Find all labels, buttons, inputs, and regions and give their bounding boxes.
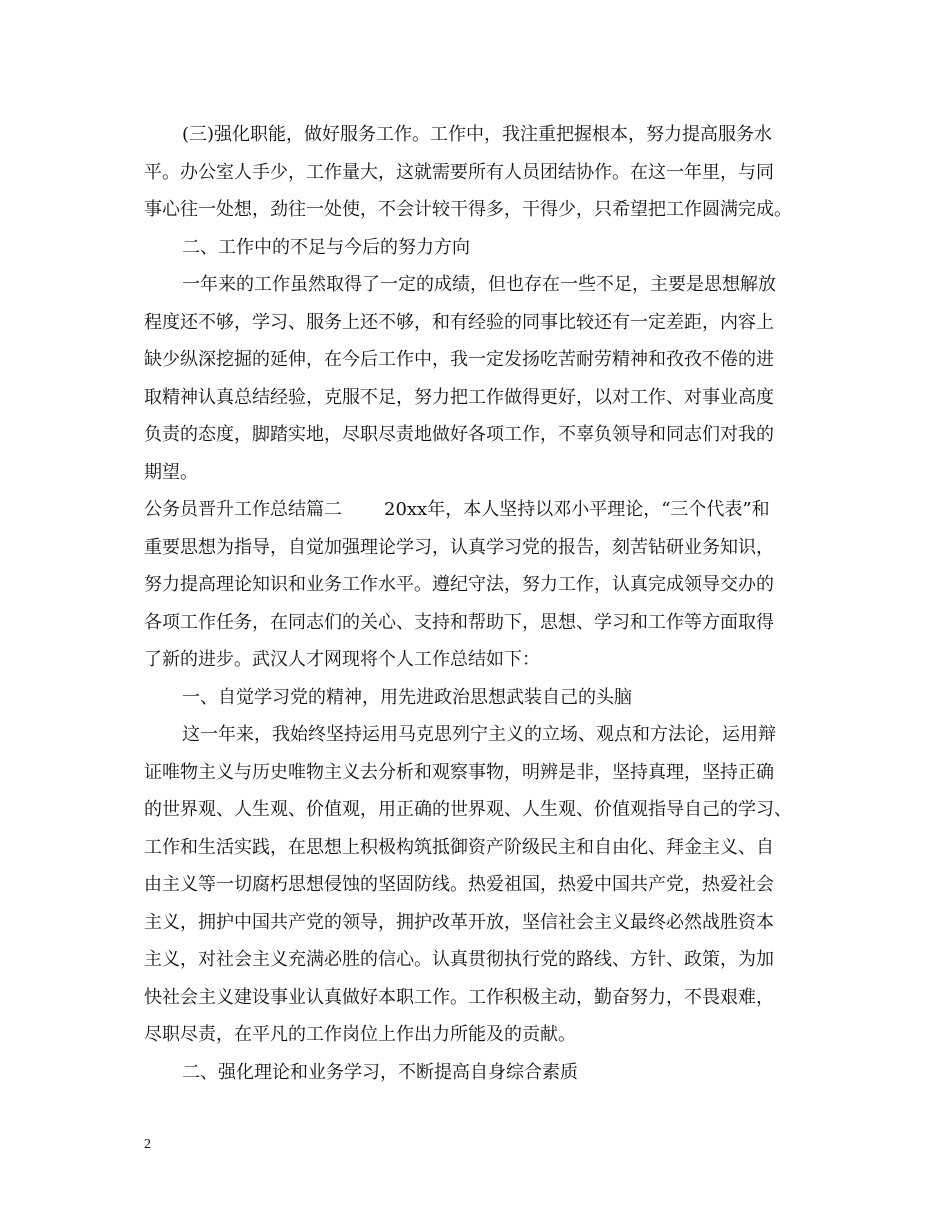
article-title: 公务员晋升工作总结篇二 — [144, 499, 342, 520]
text-line: 主义，对社会主义充满必胜的信心。认真贯彻执行党的路线、方针、政策，为加 — [144, 949, 774, 970]
section-heading: 一、自觉学习党的精神，用先进政治思想武装自己的头脑 — [182, 686, 632, 708]
text-line: 取精神认真总结经验，克服不足，努力把工作做得更好，以对工作、对事业高度 — [144, 386, 774, 408]
text-line: 负责的态度，脚踏实地，尽职尽责地做好各项工作，不辜负领导和同志们对我的 — [144, 424, 774, 445]
text-line-with-title — [144, 491, 814, 529]
text-line: 的世界观、人生观、价值观，用正确的世界观、人生观、价值观指导自己的学习、 — [144, 799, 792, 820]
text-line: 证唯物主义与历史唯物主义去分析和观察事物，明辨是非，坚持真理，坚持正确 — [144, 761, 774, 783]
text-line: 重要思想为指导，自觉加强理论学习，认真学习党的报告，刻苦钻研业务知识， — [144, 536, 774, 558]
article-intro: 20xx年，本人坚持以邓小平理论，“三个代表”和 — [384, 499, 770, 520]
text-line: 工作和生活实践，在思想上积极构筑抵御资产阶级民主和自由化、拜金主义、自 — [144, 836, 774, 858]
text-line: 各项工作任务，在同志们的关心、支持和帮助下，思想、学习和工作等方面取得 — [144, 611, 774, 633]
page-number: 2 — [144, 1137, 151, 1152]
text-line: 事心往一处想，劲往一处使，不会计较干得多，干得少，只希望把工作圆满完成。 — [144, 199, 792, 220]
document-body — [144, 116, 814, 1091]
text-line: 了新的进步。武汉人才网现将个人工作总结如下： — [144, 649, 540, 670]
text-line: 缺少纵深挖掘的延伸，在今后工作中，我一定发扬吃苦耐劳精神和孜孜不倦的进 — [144, 349, 774, 370]
text-line: 平。办公室人手少，工作量大，这就需要所有人员团结协作。在这一年里，与同 — [144, 161, 774, 183]
text-line: 期望。 — [144, 461, 198, 483]
text-line: 尽职尽责，在平凡的工作岗位上作出力所能及的贡献。 — [144, 1024, 576, 1045]
section-heading: 二、强化理论和业务学习，不断提高自身综合素质 — [182, 1061, 578, 1083]
text-line: 这一年来，我始终坚持运用马克思列宁主义的立场、观点和方法论，运用辩 — [182, 724, 776, 745]
text-line: 快社会主义建设事业认真做好本职工作。工作积极主动，勤奋努力，不畏艰难， — [144, 986, 774, 1008]
text-line: 程度还不够，学习、服务上还不够，和有经验的同事比较还有一定差距，内容上 — [144, 311, 774, 333]
text-line: (三)强化职能，做好服务工作。工作中，我注重把握根本，努力提高服务水 — [182, 124, 773, 145]
text-line: 努力提高理论知识和业务工作水平。遵纪守法，努力工作，认真完成领导交办的 — [144, 574, 774, 595]
text-line: 一年来的工作虽然取得了一定的成绩，但也存在一些不足，主要是思想解放 — [182, 274, 776, 295]
text-line: 主义，拥护中国共产党的领导，拥护改革开放，坚信社会主义最终必然战胜资本 — [144, 911, 774, 933]
section-heading: 二、工作中的不足与今后的努力方向 — [182, 236, 470, 258]
text-line: 由主义等一切腐朽思想侵蚀的坚固防线。热爱祖国，热爱中国共产党，热爱社会 — [144, 874, 774, 895]
